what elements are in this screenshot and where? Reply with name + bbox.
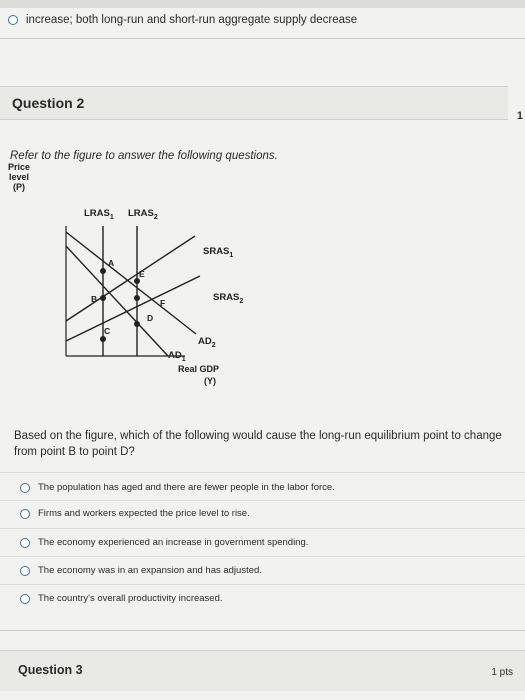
- radio-button[interactable]: [20, 538, 30, 548]
- answer-option-3[interactable]: [20, 537, 308, 548]
- point-b-label: B: [91, 294, 98, 304]
- point-a-label: A: [108, 258, 115, 268]
- answer-option-4[interactable]: [20, 565, 262, 576]
- radio-button[interactable]: [8, 15, 18, 25]
- divider: [0, 630, 525, 631]
- point-b-marker: [100, 295, 106, 301]
- sras1-label: $SRAS_1$: [203, 246, 234, 259]
- question-text: Based on the figure, which of the following would cause the long-run equilibrium point to change from point B to point D?: [14, 430, 502, 458]
- question-2-points: 1: [516, 110, 523, 122]
- divider: [0, 38, 525, 39]
- answer-option-label: Firms and workers expected the price level to rise.: [38, 508, 250, 519]
- divider: [0, 584, 525, 585]
- divider: [0, 528, 525, 529]
- ad1-line: [66, 246, 168, 356]
- divider: [0, 500, 525, 501]
- answer-option-5[interactable]: [20, 593, 223, 604]
- question-3-header: [0, 650, 525, 691]
- ad1-label: $AD_1$: [168, 350, 186, 363]
- y-axis-label-line1: Price: [8, 162, 31, 172]
- answer-option-label: The economy experienced an increase in government spending.: [38, 537, 309, 548]
- point-f-marker: [134, 321, 140, 327]
- radio-button[interactable]: [20, 509, 30, 519]
- question-3-title: Question 3: [18, 663, 83, 677]
- point-c-label: C: [104, 326, 111, 336]
- answer-option-2[interactable]: [20, 508, 250, 519]
- ad-as-figure: [0, 156, 300, 396]
- sras1-line: [66, 236, 195, 321]
- question-3-points: 1 pts: [491, 667, 513, 678]
- answer-option-1[interactable]: [20, 482, 335, 493]
- lras1-label: $LRAS_1$: [84, 208, 114, 221]
- ad-as-graph: [0, 156, 300, 396]
- question-2-title: Question 2: [12, 95, 85, 111]
- y-axis-label-line2: level: [9, 172, 30, 182]
- point-f-label: F: [160, 298, 166, 308]
- previous-answer-option[interactable]: [8, 14, 357, 26]
- divider: [0, 472, 525, 473]
- browser-top-strip: [0, 0, 525, 8]
- radio-button[interactable]: [20, 566, 30, 576]
- lras2-label: $LRAS_2$: [128, 208, 158, 221]
- previous-answer-label: increase; both long-run and short-run aggregate supply decrease: [26, 14, 358, 26]
- point-d-marker: [134, 295, 140, 301]
- answer-option-label: The population has aged and there are fewer people in the labor force.: [38, 482, 335, 493]
- x-axis-label-line2: (Y): [204, 376, 216, 386]
- radio-button[interactable]: [20, 483, 30, 493]
- y-axis-label-line3: (P): [13, 182, 25, 192]
- point-a-marker: [100, 268, 106, 274]
- ad2-line: [66, 232, 196, 334]
- question-prompt: Refer to the figure to answer the following questions.: [10, 150, 278, 162]
- point-d-label: D: [147, 313, 154, 323]
- point-c-marker: [100, 336, 106, 342]
- sras2-label: $SRAS_2$: [213, 292, 244, 305]
- question-2-header: [0, 86, 508, 120]
- ad2-label: $AD_2$: [198, 336, 216, 349]
- answer-option-label: The economy was in an expansion and has adjusted.: [38, 565, 262, 576]
- divider: [0, 556, 525, 557]
- answer-option-label: The country's overall productivity increased.: [38, 593, 223, 604]
- radio-button[interactable]: [20, 594, 30, 604]
- point-e-label: E: [139, 269, 145, 279]
- x-axis-label-line1: Real GDP: [178, 364, 220, 374]
